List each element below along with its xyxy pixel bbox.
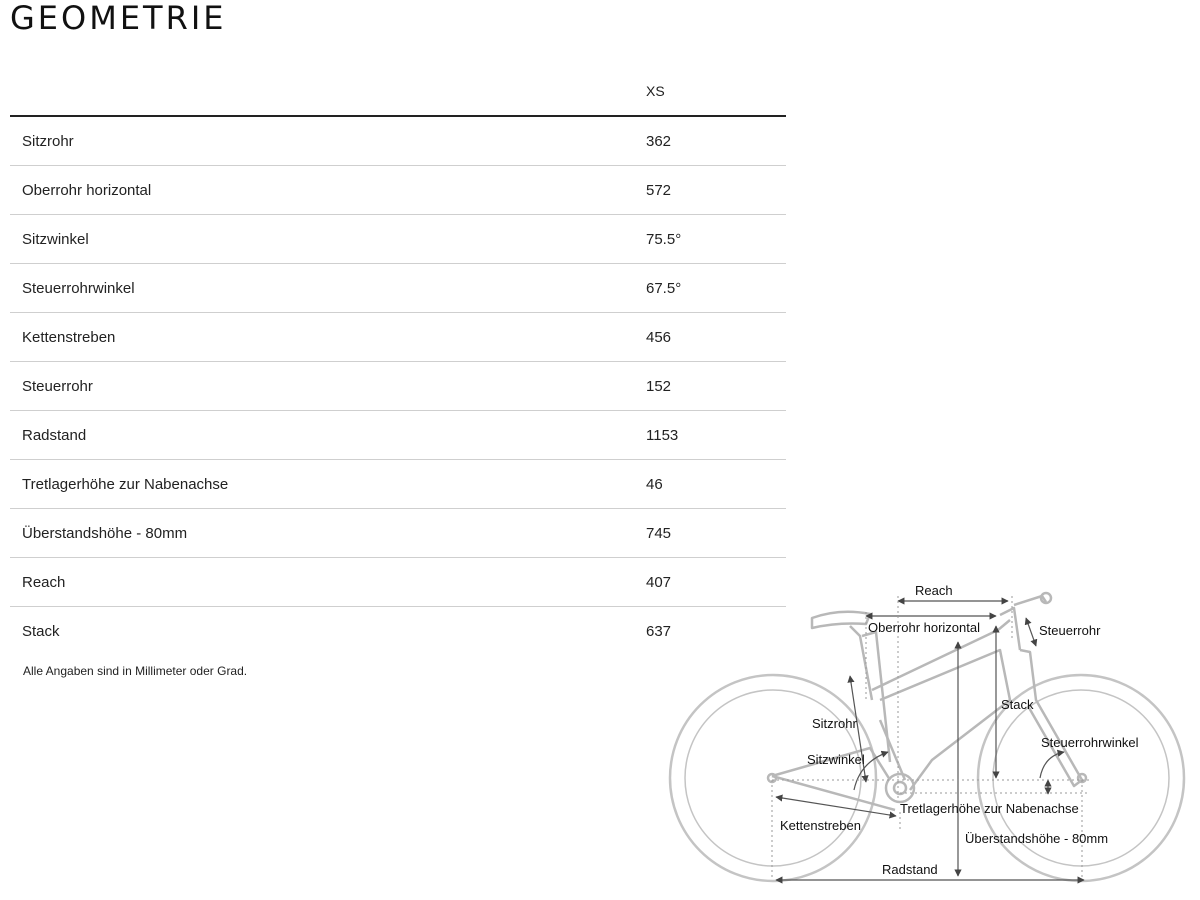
table-row [10, 460, 786, 509]
row-value: 362 [646, 116, 786, 166]
table-header-row [10, 66, 786, 116]
row-value: 67.5° [646, 264, 786, 313]
label-chainstay: Kettenstreben [780, 818, 861, 833]
label-reach: Reach [915, 583, 953, 598]
row-label: Tretlagerhöhe zur Nabenachse [10, 460, 646, 509]
row-value: 75.5° [646, 215, 786, 264]
row-label: Überstandshöhe - 80mm [10, 509, 646, 558]
table-row [10, 264, 786, 313]
header-label-cell [10, 66, 646, 116]
row-label: Sitzrohr [10, 116, 646, 166]
geometry-table [10, 66, 786, 655]
table-row [10, 116, 786, 166]
row-value: 572 [646, 166, 786, 215]
units-footnote: Alle Angaben sind in Millimeter oder Grad. [23, 664, 248, 678]
row-value: 46 [646, 460, 786, 509]
bike-geometry-diagram [668, 578, 1190, 888]
label-seat-tube: Sitzrohr [812, 716, 857, 731]
table-row [10, 166, 786, 215]
row-label: Radstand [10, 411, 646, 460]
row-label: Oberrohr horizontal [10, 166, 646, 215]
row-value: 407 [646, 558, 786, 607]
label-stack: Stack [1001, 697, 1034, 712]
table-row [10, 509, 786, 558]
rear-wheel [670, 675, 876, 881]
label-standover: Überstandshöhe - 80mm [965, 831, 1109, 846]
label-wheelbase: Radstand [882, 862, 938, 877]
row-label: Sitzwinkel [10, 215, 646, 264]
label-head-angle: Steuerrohrwinkel [1041, 735, 1139, 750]
header-size-xs: XS [646, 66, 786, 116]
row-value: 637 [646, 622, 672, 640]
label-bb-height: Tretlagerhöhe zur Nabenachse [900, 801, 1079, 816]
page-title: GEOMETRIE [10, 0, 227, 37]
row-value: 1153 [646, 411, 786, 460]
table-row [10, 313, 786, 362]
label-top-tube: Oberrohr horizontal [868, 620, 980, 635]
table-row [10, 411, 786, 460]
row-label: Stack [22, 622, 60, 640]
row-label: Reach [10, 558, 646, 607]
row-label: Steuerrohr [10, 362, 646, 411]
row-value: 456 [646, 313, 786, 362]
row-value: 745 [646, 509, 786, 558]
row-value: 152 [646, 362, 786, 411]
label-head-tube: Steuerrohr [1039, 623, 1101, 638]
table-row [10, 215, 786, 264]
row-label: Kettenstreben [10, 313, 646, 362]
label-seat-angle: Sitzwinkel [807, 752, 865, 767]
table-row [10, 362, 786, 411]
row-label: Steuerrohrwinkel [10, 264, 646, 313]
